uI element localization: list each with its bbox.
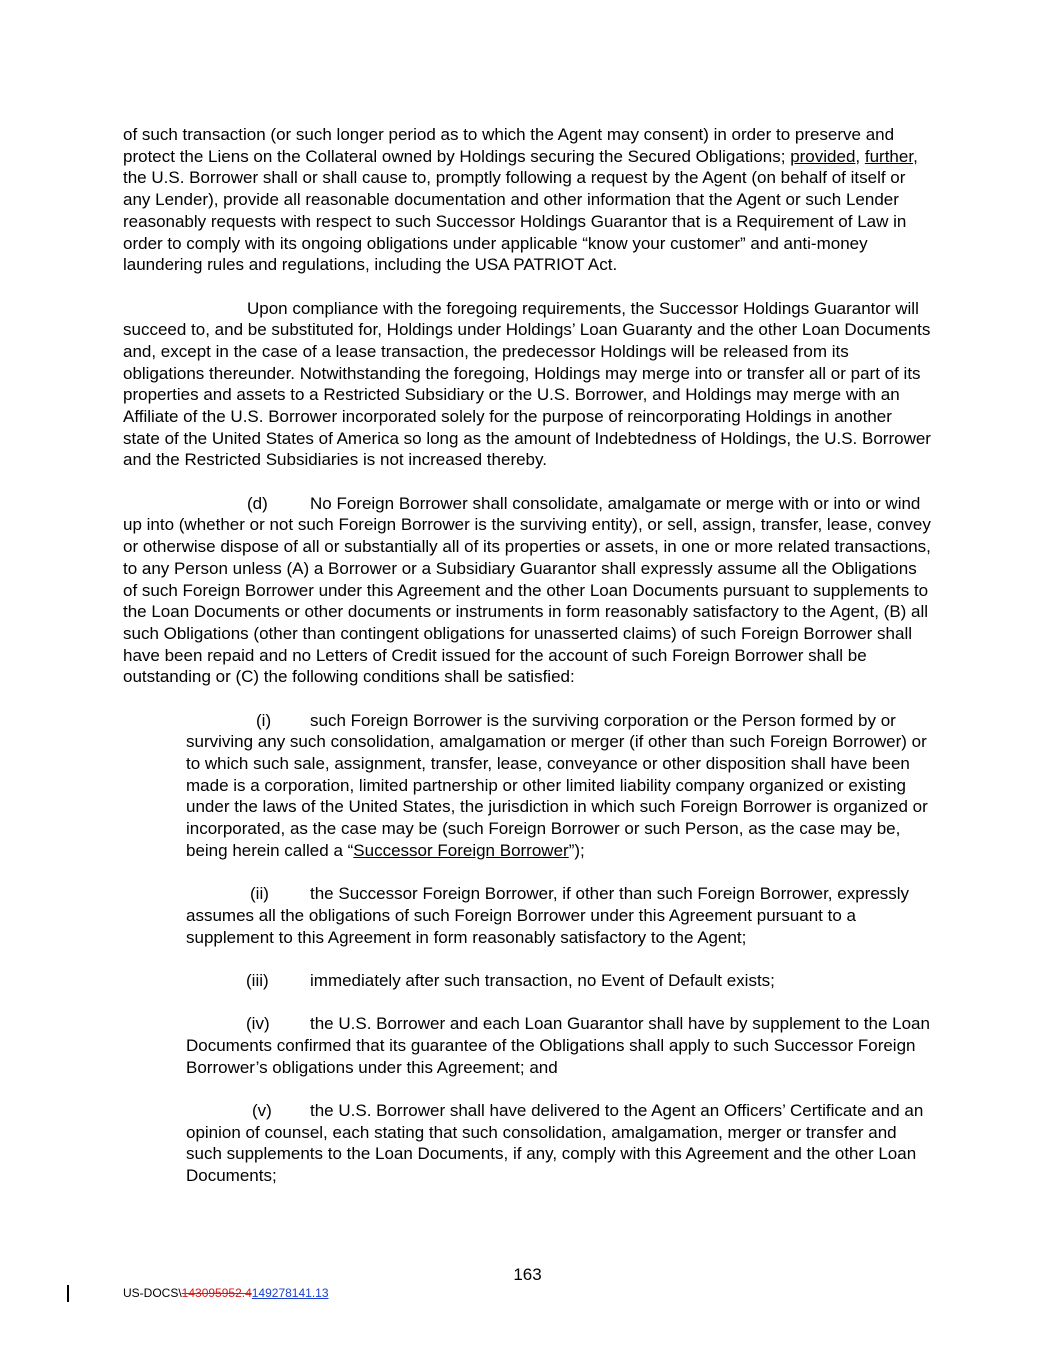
item-iii bbox=[186, 970, 933, 992]
item-ii-label: (ii) bbox=[250, 884, 269, 904]
item-iii-label: (iii) bbox=[246, 970, 269, 990]
item-v-text: the U.S. Borrower shall have delivered to the Agent an Officers’ Certificate and an opinion of counsel, each stating that such consolidation, amalgamation, merger or transfer and such supplements to the Loan Documents, if any, comply with this Agreement and the other Loan Documents; bbox=[186, 1100, 924, 1185]
section-d-label: (d) bbox=[247, 493, 268, 513]
paragraph-text: , bbox=[855, 146, 865, 166]
item-iv bbox=[186, 1013, 933, 1078]
item-ii bbox=[186, 883, 933, 948]
item-i-text-end: ”); bbox=[568, 840, 585, 860]
item-i-text: such Foreign Borrower is the surviving corporation or the Person formed by or surviving any such consolidation, amalgamation or merger (if other than such Foreign Borrower) or to which such sale, assignment, transfer, lease, conveyance or other disposition shall have been made is a corporation, limited partnership or other limited liability company organized or existing under the laws of the United States, the jurisdiction in which such Foreign Borrower is organized or incorporated, as the case may be (such Foreign Borrower or such Person, as the case may be, being herein called a “ bbox=[186, 710, 928, 860]
provided-term: provided bbox=[790, 146, 856, 166]
further-term: further bbox=[864, 146, 914, 166]
paragraph-successor-holdings: Upon compliance with the foregoing requirements, the Successor Holdings Guarantor will succeed to, and be substituted for, Holdings under Holdings’ Loan Guaranty and the other Loan Documents and, except in the case of a lease transaction, the predecessor Holdings will be released from its obligations thereunder. Notwithstanding the foregoing, Holdings may merge into or transfer all or part of its properties and assets to a Restricted Subsidiary or the U.S. Borrower, and Holdings may merge with an Affiliate of the U.S. Borrower incorporated solely for the purpose of reincorporating Holdings in another state of the United States of America so long as the amount of Indebtedness of Holdings, the U.S. Borrower and the Restricted Subsidiaries is not increased thereby. bbox=[123, 298, 931, 470]
document-body bbox=[123, 124, 933, 1208]
defined-term-successor-foreign-borrower: Successor Foreign Borrower bbox=[353, 840, 569, 860]
item-v-label: (v) bbox=[252, 1100, 272, 1120]
paragraph-text: , the U.S. Borrower shall or shall cause to, promptly following a request by the Agent (on behalf of itself or any Lender), provide all reasonable documentation and other information that the Agent or such Lender reasonably requests with respect to such Successor Holdings Guarantor that is a Requirement of Law in order to comply with its ongoing obligations under applicable “know your customer” and anti-money laundering rules and regulations, including the USA PATRIOT Act. bbox=[123, 146, 918, 275]
item-iii-text: immediately after such transaction, no Event of Default exists; bbox=[310, 970, 775, 990]
item-iv-label: (iv) bbox=[246, 1014, 270, 1034]
page-number: 163 bbox=[513, 1265, 542, 1284]
item-ii-text: the Successor Foreign Borrower, if other than such Foreign Borrower, expressly assumes all the obligations of such Foreign Borrower under this Agreement pursuant to a supplement to this Agreement in form reasonably satisfactory to the Agent; bbox=[186, 884, 910, 947]
paragraph-continuation bbox=[123, 124, 933, 276]
doc-id-inserted: 149278141.13 bbox=[251, 1286, 329, 1300]
document-id bbox=[123, 1286, 329, 1300]
item-i bbox=[186, 710, 933, 862]
item-iv-text: the U.S. Borrower and each Loan Guarantor shall have by supplement to the Loan Documents confirmed that its guarantee of the Obligations shall apply to such Successor Foreign Borrower’s obligations under this Agreement; and bbox=[186, 1014, 930, 1077]
doc-id-prefix: US-DOCS\ bbox=[123, 1286, 182, 1300]
doc-id-deleted: 143095952.4 bbox=[181, 1286, 252, 1300]
revision-change-bar bbox=[67, 1285, 69, 1302]
paragraph-text: of such transaction (or such longer period as to which the Agent may consent) in order to preserve and protect the Liens on the Collateral owned by Holdings securing the Secured Obligations; bbox=[123, 125, 895, 166]
item-i-label: (i) bbox=[256, 710, 272, 730]
item-v bbox=[186, 1100, 933, 1187]
section-d bbox=[123, 493, 933, 688]
section-d-text: No Foreign Borrower shall consolidate, amalgamate or merge with or into or wind up into (whether or not such Foreign Borrower is the surviving entity), or sell, assign, transfer, lease, convey or otherwise dispose of all or substantially all of its properties or assets, in one or more related transactions, to any Person unless (A) a Borrower or a Subsidiary Guarantor shall expressly assume all the Obligations of such Foreign Borrower under this Agreement and the other Loan Documents pursuant to supplements to the Loan Documents or other documents or instruments in form reasonably satisfactory to the Agent, (B) all such Obligations (other than contingent obligations for unasserted claims) of such Foreign Borrower shall have been repaid and no Letters of Credit issued for the account of such Foreign Borrower shall be outstanding or (C) the following conditions shall be satisfied: bbox=[123, 493, 931, 687]
